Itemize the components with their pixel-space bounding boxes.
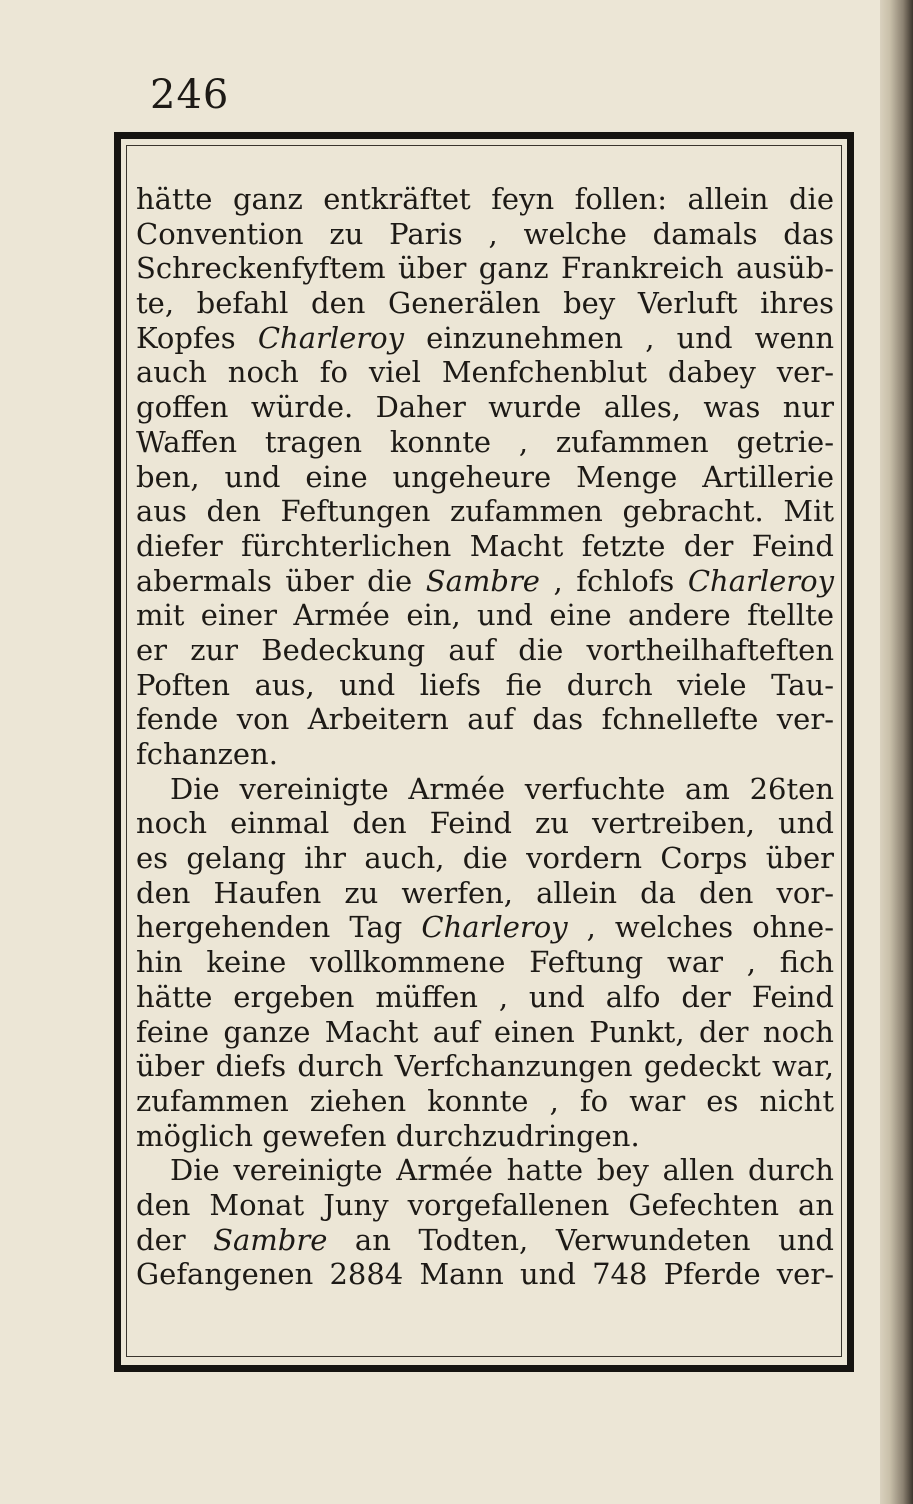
text-line: den Monat Juny vorgefallenen Gefechten an <box>136 1187 834 1222</box>
text-line: fchanzen. <box>136 737 278 771</box>
text-line: goffen würde. Daher wurde alles, was nur <box>136 390 834 425</box>
text-line: Waffen tragen konnte , zufammen getrie- <box>136 424 834 459</box>
text-line: Die vereinigte Armée verfuchte am 26ten <box>170 771 834 806</box>
text-line: Schreckenfyftem über ganz Frankreich ausüb- <box>136 251 834 286</box>
text-line: hätte ergeben müffen , und alfo der Feind <box>136 979 834 1014</box>
text-line: noch einmal den Feind zu vertreiben, und <box>136 806 834 841</box>
text-line: diefer fürchterlichen Macht fetzte der Feind <box>136 528 834 563</box>
place-name: Charleroy <box>687 563 834 598</box>
text-line: Gefangenen 2884 Mann und 748 Pferde ver- <box>136 1257 834 1292</box>
text-line: Convention zu Paris , welche damals das <box>136 216 834 251</box>
text-line: fende von Arbeitern auf das fchnellefte ver- <box>136 702 834 737</box>
text-line: möglich gewefen durchzudringen. <box>136 1118 640 1153</box>
text-line: es gelang ihr auch, die vordern Corps über <box>136 841 834 876</box>
place-name: Charleroy <box>257 320 405 355</box>
text-line: über diefs durch Verfchanzungen gedeckt war, <box>136 1049 834 1084</box>
text-line: ben, und eine ungeheure Menge Artillerie <box>136 459 834 494</box>
text-line: auch noch fo viel Menfchenblut dabey ver- <box>136 355 834 390</box>
page-number: 246 <box>150 72 230 118</box>
text-line: aus den Feftungen zufammen gebracht. Mit <box>136 494 834 529</box>
text-line: hätte ganz entkräftet feyn follen: allein die <box>136 182 834 216</box>
text-line: er zur Bedeckung auf die vortheilhafteften <box>136 632 834 667</box>
text-line: hin keine vollkommene Feftung war , fich <box>136 945 834 980</box>
page-edge <box>880 0 913 1504</box>
place-name: Sambre <box>213 1222 328 1257</box>
text-line: Poften aus, und liefs fie durch viele Tau- <box>136 667 834 702</box>
paragraph-3 <box>136 1153 834 1292</box>
place-name: Charleroy <box>421 910 568 945</box>
text-line: te, befahl den Generälen bey Verluft ihres <box>136 286 834 321</box>
body-text <box>136 182 834 1292</box>
text-line: abermals über die Sambre , fchlofs Charleroy <box>136 563 834 598</box>
place-name: Sambre <box>425 563 540 598</box>
text-line: der Sambre an Todten, Verwundeten und <box>136 1222 834 1257</box>
text-line: Kopfes Charleroy einzunehmen , und wenn <box>136 320 835 355</box>
text-line: den Haufen zu werfen, allein da den vor- <box>136 875 834 910</box>
text-line: mit einer Armée ein, und eine andere ftellte <box>136 598 834 633</box>
text-line: feine ganze Macht auf einen Punkt, der noch <box>136 1014 834 1049</box>
text-line: Die vereinigte Armée hatte bey allen durch <box>170 1153 834 1188</box>
text-line: hergehenden Tag Charleroy , welches ohne- <box>136 910 834 945</box>
paragraph-1 <box>136 182 834 772</box>
text-line: zufammen ziehen konnte , fo war es nicht <box>136 1083 834 1118</box>
paragraph-2 <box>136 772 834 1154</box>
